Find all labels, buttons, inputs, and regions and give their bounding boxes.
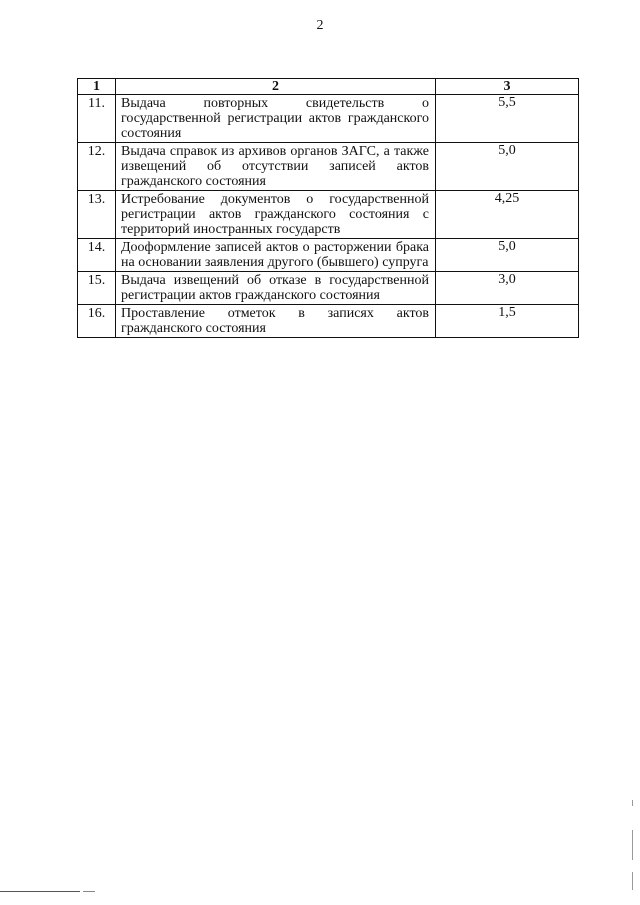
table-row [78,272,579,305]
row-value: 4,25 [436,191,579,239]
table-row [78,305,579,338]
row-description: Выдача повторных свидетельств о государственной регистрации актов гражданского состояния [116,95,436,143]
scan-artifact-line [0,891,80,892]
table-row [78,143,579,191]
row-description: Выдача извещений об отказе в государственной регистрации актов гражданского состояния [116,272,436,305]
scan-artifact-mark [632,800,633,806]
scan-artifact-mark [632,872,633,890]
table-row [78,95,579,143]
row-number: 16. [78,305,116,338]
table-header-row [78,79,579,95]
row-description: Проставление отметок в записях актов гражданского состояния [116,305,436,338]
column-header-1: 1 [78,79,116,95]
scan-artifact-line [83,891,95,892]
page-number: 2 [316,18,324,33]
row-number: 14. [78,239,116,272]
row-description: Дооформление записей актов о расторжении брака на основании заявления другого (бывшего) супруга [116,239,436,272]
row-number: 12. [78,143,116,191]
row-number: 13. [78,191,116,239]
row-description: Истребование документов о государственной регистрации актов гражданского состояния с территорий иностранных государств [116,191,436,239]
row-number: 15. [78,272,116,305]
column-header-3: 3 [436,79,579,95]
row-value: 5,5 [436,95,579,143]
row-value: 3,0 [436,272,579,305]
table-row [78,191,579,239]
row-value: 1,5 [436,305,579,338]
row-number: 11. [78,95,116,143]
row-value: 5,0 [436,143,579,191]
row-description: Выдача справок из архивов органов ЗАГС, а также извещений об отсутствии записей актов гражданского состояния [116,143,436,191]
scan-artifact-mark [632,830,633,860]
table-row [78,239,579,272]
fees-table [77,78,579,338]
column-header-2: 2 [116,79,436,95]
row-value: 5,0 [436,239,579,272]
